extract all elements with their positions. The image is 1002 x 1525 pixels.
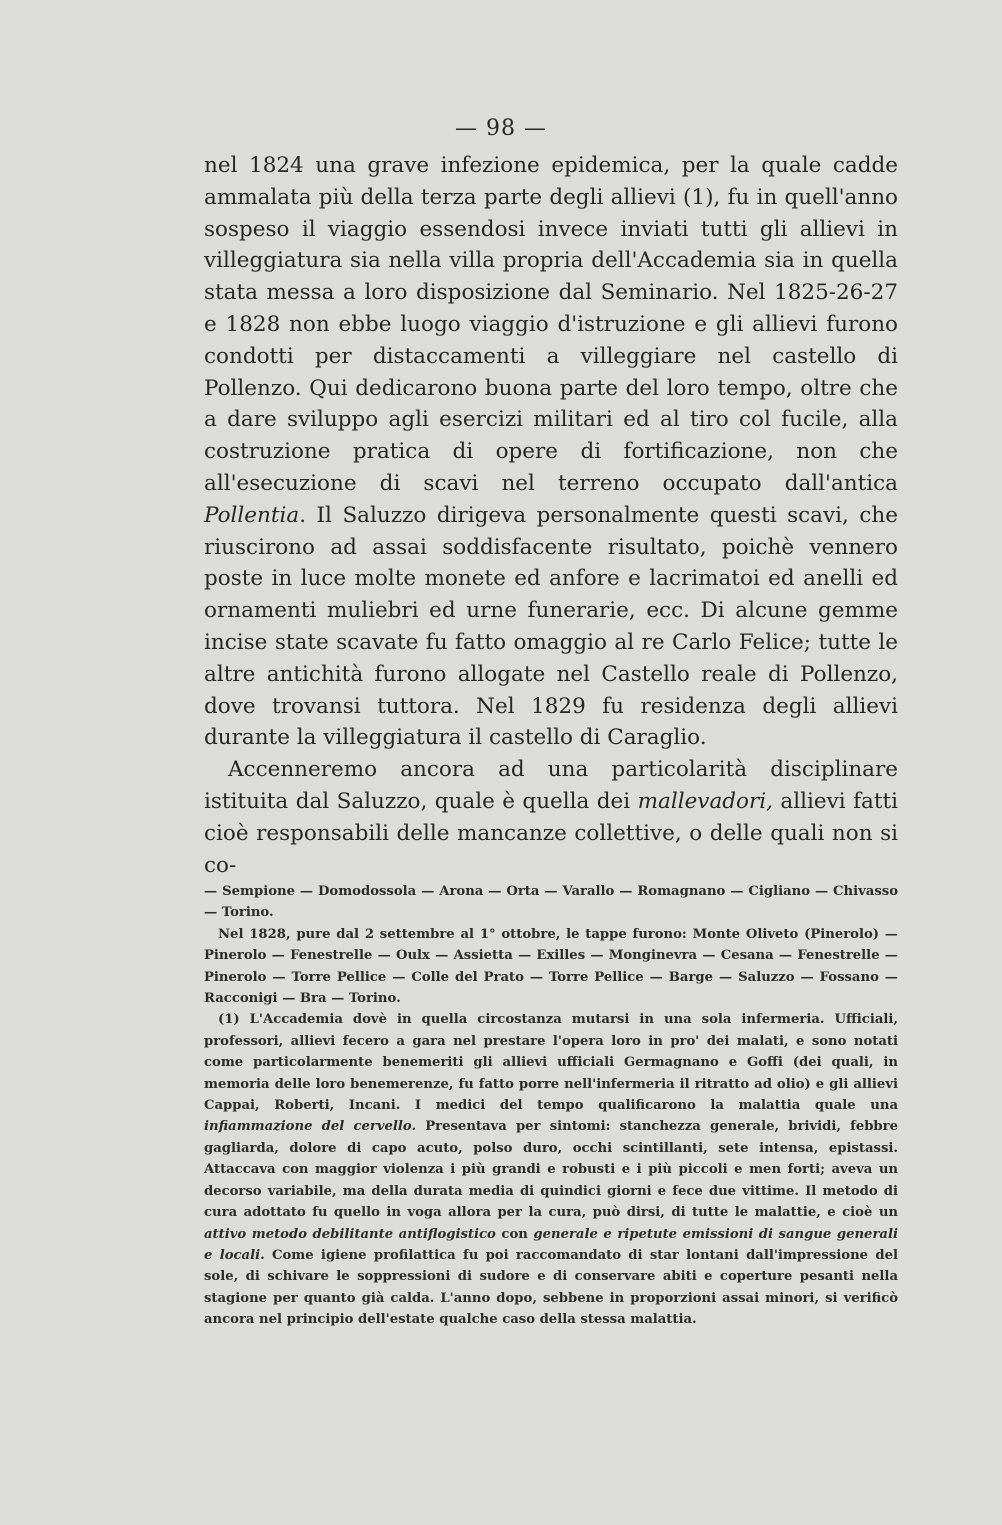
paragraph-1-text-a: nel 1824 una grave infezione epidemica, per la quale cadde ammalata più della terza parte degli allievi (1), fu in quell'anno sospeso il viaggio essendosi invece inviati tutti gli allievi in villeggiatura sia nella villa propria dell'Accademia sia in quella stata messa a loro disposizione dal Seminario. Nel 1825-26-27 e 1828 non ebbe luogo viaggio d'istruzione e gli allievi furono condotti per distaccamenti a villeggiare nel castello di Pollenzo. Qui dedicarono buona parte del loro tempo, oltre che a dare sviluppo agli esercizi militari ed al tiro col fucile, alla costruzione pratica di opere di fortificazione, non che all'esecuzione di scavi nel terreno occupato dall'antica	[204, 153, 898, 496]
paragraph-2	[204, 754, 898, 881]
footnote-1	[204, 1009, 898, 1330]
paragraph-1	[204, 150, 898, 754]
paragraph-2-text-b: allievi fatti cioè responsabili delle mancanze collettive, o delle quali non si co-	[204, 788, 899, 878]
main-text	[204, 150, 898, 881]
paragraph-1-text-b: . Il Saluzzo dirigeva personalmente questi scavi, che riuscirono ad assai soddisfacente risultato, poichè vennero poste in luce molte monete ed anfore e lacrimatoi ed anelli ed ornamenti muliebri ed urne funerarie, ecc. Di alcune gemme incise state scavate fu fatto omaggio al re Carlo Felice; tutte le altre antichità furono allogate nel Castello reale di Pollenzo, dove trovansi tuttora. Nel 1829 fu residenza degli allievi durante la villeggiatura il castello di Caraglio.	[204, 502, 898, 751]
footnotes	[204, 881, 898, 1331]
paragraph-2-text-a: Accenneremo ancora ad una particolarità disciplinare istituita dal Saluzzo, quale è quella dei	[204, 757, 898, 814]
footnote-1-text-a: (1) L'Accademia dovè in quella circostanza mutarsi in una sola infermeria. Ufficiali, professori, allievi fecero a gara nel prestare l'opera loro in pro' dei malati, e sono notati come particolarmente benemeriti gli allievi ufficiali Germagnano e Goffi (dei quali, in memoria delle loro benemerenze, fu fatto porre nell'infermeria il ritratto ad olio) e gli allievi Cappai, Roberti, Incani. I medici del tempo qualificarono la malattia quale una	[204, 1012, 898, 1114]
footnote-1-italic-2: attivo metodo debilitante antiflogistico	[204, 1226, 496, 1242]
paragraph-2-italic: mallevadori,	[637, 788, 773, 814]
footnote-1-italic-1: infiammazione del cervello.	[204, 1119, 417, 1135]
footnote-1-text-b: Presentava per sintomi: stanchezza generale, brividi, febbre gagliarda, dolore di capo acuto, polso duro, occhi scintillanti, sete intensa, epistassi. Attaccava con maggior violenza i più grandi e robusti e i più piccoli e men forti; aveva un decorso variabile, ma della durata media di quindici giorni e fece due vittime. Il metodo di cura adottato fu quello in voga allora per la cura, può dirsi, di tutte le malattie, e cioè un	[204, 1119, 898, 1221]
page-number: — 98 —	[455, 116, 547, 141]
footnote-route-1828: Nel 1828, pure dal 2 settembre al 1° ottobre, le tappe furono: Monte Oliveto (Pinerolo) — Pinerolo — Fenestrelle — Oulx — Assietta — Exilles — Monginevra — Cesana — Fenestrelle — Pinerolo — Torre Pellice — Colle del Prato — Torre Pellice — Barge — Saluzzo — Fossano — Racconigi — Bra — Torino.	[204, 926, 898, 1007]
footnote-1-italic-3: generale e ripetute emissioni di sangue generali e locali.	[204, 1226, 898, 1263]
paragraph-1-italic: Pollentia	[204, 502, 300, 528]
footnote-1-text-d: Come igiene profilattica fu poi raccomandato di star lontani dall'impressione del sole, di schivare le soppressioni di sudore e di conservare abiti e coperture pesanti nella stagione per quanto già calda. L'anno dopo, sebbene in proporzioni assai minori, si verificò ancora nel principio dell'estate qualche caso della stessa malattia.	[204, 1247, 898, 1328]
footnote-1-text-c: con	[495, 1226, 534, 1242]
footnote-route-1827: — Sempione — Domodossola — Arona — Orta — Varallo — Romagnano — Cigliano — Chivasso — Torino.	[204, 884, 898, 921]
